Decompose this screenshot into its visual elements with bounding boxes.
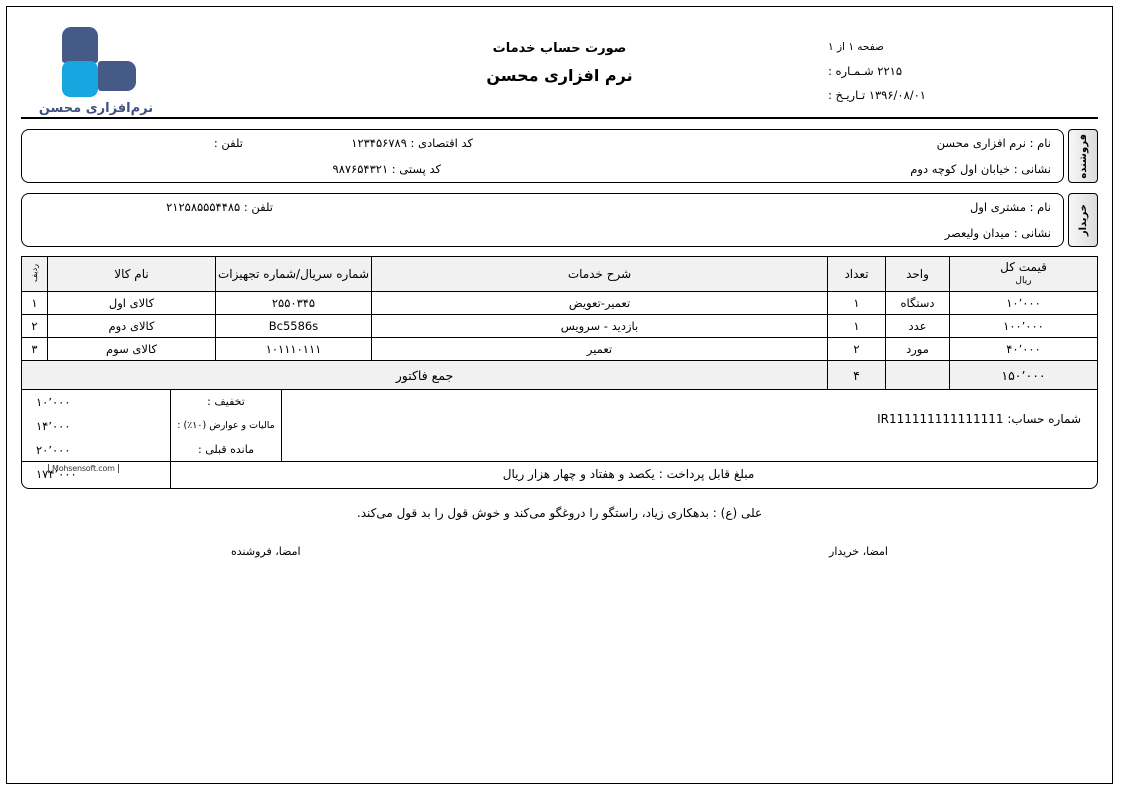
invoice-total-price: ۱۵۰٬۰۰۰ (950, 361, 1098, 390)
row-index: ۲ (22, 315, 48, 338)
invoice-sheet (21, 21, 1098, 585)
seller-postal-code-label: کد پستی : (391, 162, 441, 176)
header-quantity: تعداد (828, 257, 886, 292)
row-total-price: ۱۰٬۰۰۰ (950, 292, 1098, 315)
company-title: نرم افزاری محسن (486, 66, 633, 85)
previous-balance-amount: ۲۰٬۰۰۰ (36, 443, 71, 457)
header-unit: واحد (886, 257, 950, 292)
payable-text: مبلغ قابل پرداخت : یکصد و هفتاد و چهار هزار ریال (502, 467, 755, 481)
seller-row-primary (22, 130, 1063, 157)
discount-label: تخفیف : (207, 395, 245, 408)
invoice-total-quantity: ۴ (828, 361, 886, 390)
row-serial: Bc5586s (216, 315, 372, 338)
buyer-name (970, 194, 1051, 221)
header-total-price (950, 257, 1098, 292)
buyer-row-primary (22, 194, 1063, 221)
buyer-tab-label: خریدار (1077, 203, 1089, 237)
document-header (21, 21, 1098, 117)
row-description: بازدید - سرویس (372, 315, 828, 338)
header-divider (21, 117, 1098, 119)
logo-square-dark-right-icon (98, 61, 136, 91)
row-unit: مورد (886, 338, 950, 361)
row-quantity: ۲ (828, 338, 886, 361)
tax-amount: ۱۴٬۰۰۰ (36, 419, 71, 433)
row-total-price: ۱۰۰٬۰۰۰ (950, 315, 1098, 338)
discount-amount: ۱۰٬۰۰۰ (36, 395, 71, 409)
buyer-box (21, 193, 1064, 247)
seller-phone (214, 130, 243, 157)
buyer-phone-value: ۲۱۲۵۸۵۵۵۴۴۸۵ (166, 200, 241, 214)
buyer-phone-label: تلفن : (243, 200, 273, 214)
seller-signature-label: امضا، فروشنده (231, 545, 301, 558)
page-indicator: صفحه ۱ از ۱ (828, 41, 884, 53)
buyer-address-value: میدان ولیعصر (944, 226, 1011, 240)
bank-account-label: شماره حساب: (1007, 412, 1081, 426)
buyer-name-label: نام : (1029, 200, 1051, 214)
header-serial: شماره سریال/شماره تجهیزات (216, 257, 372, 292)
header-total-price-unit: ریال (1015, 276, 1032, 286)
tax-label: مالیات و عوارض (۱۰٪) : (177, 420, 275, 431)
seller-economic-code-label: کد اقتصادی : (410, 136, 473, 150)
items-table (21, 256, 1098, 390)
payable-divider (170, 462, 171, 488)
invoice-number-value: ۲۲۱۵ (877, 64, 903, 78)
row-index: ۱ (22, 292, 48, 315)
logo-square-light-icon (62, 61, 98, 97)
row-unit: عدد (886, 315, 950, 338)
buyer-phone (166, 194, 273, 221)
row-name: کالای دوم (48, 315, 216, 338)
seller-economic-code (351, 130, 473, 157)
invoice-date-value: ۱۳۹۶/۰۸/۰۱ (868, 88, 926, 102)
seller-box (21, 129, 1064, 183)
seller-row-secondary (22, 156, 1063, 183)
row-index: ۳ (22, 338, 48, 361)
seller-address-value: خیابان اول کوچه دوم (910, 162, 1011, 176)
buyer-tab (1068, 193, 1098, 247)
seller-address (910, 156, 1051, 183)
previous-balance-label: مانده قبلی : (198, 443, 254, 456)
row-name: کالای سوم (48, 338, 216, 361)
buyer-name-value: مشتری اول (969, 200, 1026, 214)
seller-name-label: نام : (1029, 136, 1051, 150)
items-table-header-row (22, 257, 1098, 292)
table-row (22, 315, 1098, 338)
payable-section (21, 462, 1098, 489)
signature-section (21, 545, 1098, 585)
logo-brand-text: نرم‌افزاری محسن (38, 101, 154, 116)
header-index-label: ردیف (30, 263, 39, 282)
bank-account (877, 412, 1081, 426)
header-description: شرح خدمات (372, 257, 828, 292)
seller-postal-code-value: ۹۸۷۶۵۴۳۲۱ (332, 162, 389, 176)
page-title: صورت حساب خدمات (492, 41, 627, 56)
seller-section (21, 129, 1098, 183)
seller-tab-label: فروشنده (1077, 133, 1089, 179)
seller-economic-code-value: ۱۲۳۴۵۶۷۸۹ (351, 136, 407, 150)
invoice-total-label: جمع فاکتور (22, 361, 828, 390)
seller-name-value: نرم افزاری محسن (936, 136, 1026, 150)
row-serial: ۱۰۱۱۱۰۱۱۱ (216, 338, 372, 361)
table-row (22, 292, 1098, 315)
seller-postal-code (333, 156, 441, 183)
buyer-section (21, 193, 1098, 247)
seller-name (937, 130, 1051, 157)
invoice-total-unit (886, 361, 950, 390)
row-quantity: ۱ (828, 292, 886, 315)
row-total-price: ۴۰٬۰۰۰ (950, 338, 1098, 361)
invoice-number-label: شـمـاره : (828, 64, 874, 78)
buyer-signature-label: امضا، خریدار (829, 545, 888, 558)
invoice-date-label: تـاریـخ : (828, 88, 866, 102)
row-quantity: ۱ (828, 315, 886, 338)
items-table-body (22, 292, 1098, 390)
summary-label-column (170, 390, 282, 461)
footer-quote: علی (ع) : بدهکاری زیاد، راستگو را دروغگو می‌کند و خوش قول را بد قول می‌کند. (356, 506, 763, 520)
header-name: نام کالا (48, 257, 216, 292)
payable-amount: ۱۷۴٬۰۰۰ (36, 467, 77, 481)
logo-square-dark-top-icon (62, 27, 98, 63)
header-total-price-label: قیمت کل (1000, 260, 1047, 274)
row-serial: ۲۵۵۰۳۴۵ (216, 292, 372, 315)
invoice-page (6, 6, 1113, 784)
site-watermark: Mohsensoft.com (48, 464, 119, 473)
buyer-address-label: نشانی : (1013, 226, 1051, 240)
row-unit: دستگاه (886, 292, 950, 315)
company-logo (21, 27, 171, 116)
document-titles (21, 37, 1098, 91)
seller-address-label: نشانی : (1013, 162, 1051, 176)
seller-phone-label: تلفن : (213, 136, 243, 150)
bank-account-value: IR111111111111111 (877, 412, 1004, 426)
buyer-address (945, 220, 1051, 247)
summary-amount-column (22, 390, 170, 461)
seller-tab (1068, 129, 1098, 183)
header-index (22, 257, 48, 292)
invoice-total-row (22, 361, 1098, 390)
row-description: تعمیر (372, 338, 828, 361)
summary-section (21, 390, 1098, 462)
row-name: کالای اول (48, 292, 216, 315)
buyer-row-secondary (22, 220, 1063, 247)
table-row (22, 338, 1098, 361)
logo-mark-icon (50, 27, 142, 99)
row-description: تعمیر-تعویض (372, 292, 828, 315)
